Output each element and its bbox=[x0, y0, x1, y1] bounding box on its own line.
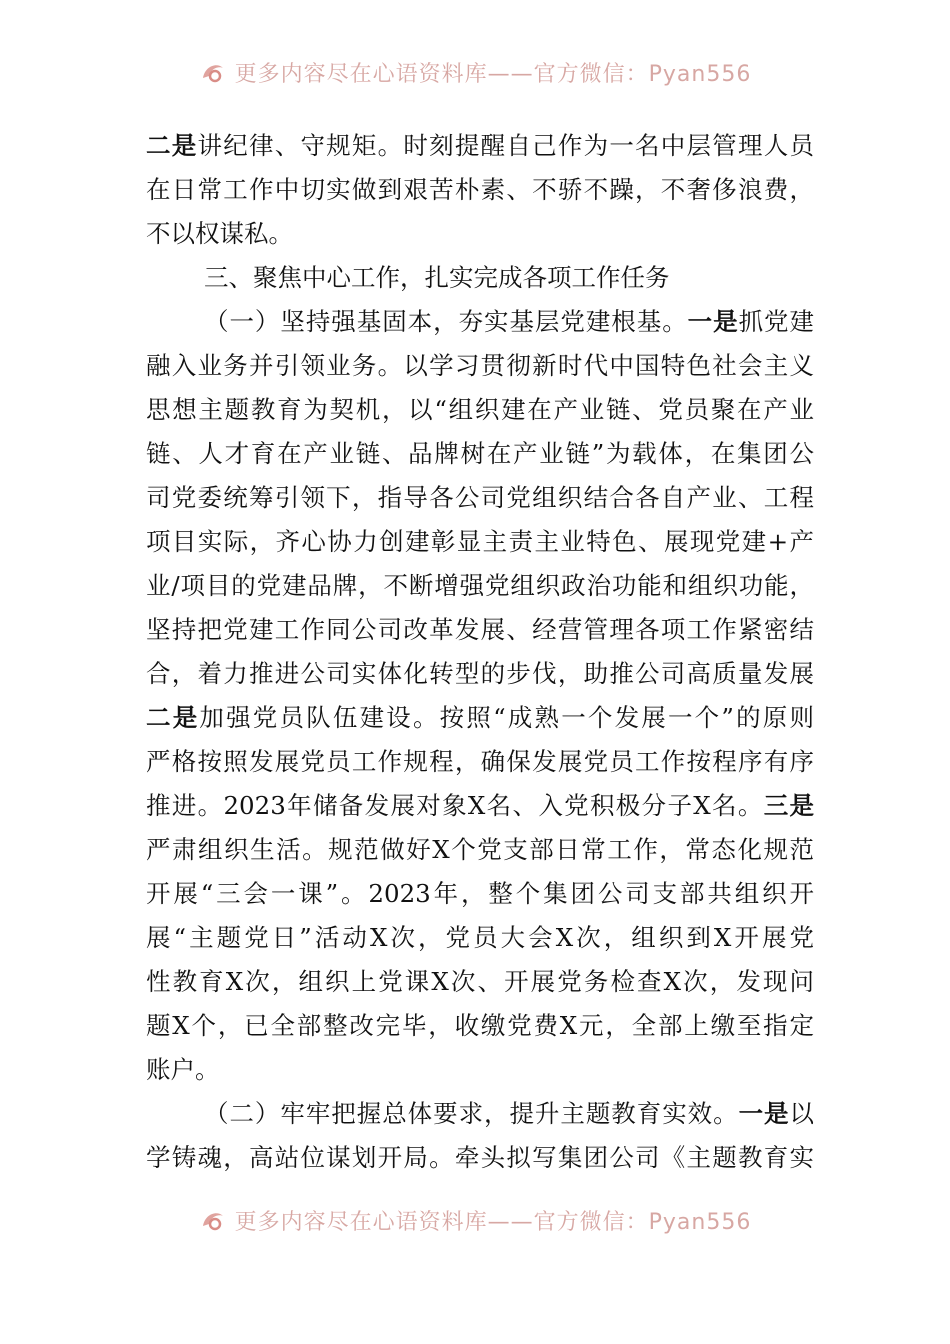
text-line bbox=[146, 652, 814, 696]
text-line bbox=[146, 388, 814, 432]
text-line bbox=[146, 432, 814, 476]
text-run: 推进。2023年储备发展对象X名、入党积极分子X名。 bbox=[146, 791, 764, 820]
text-run: 展“主题党日”活动X次，党员大会X次，组织到X开展党 bbox=[146, 923, 814, 952]
text-line bbox=[146, 1092, 814, 1136]
text-line bbox=[146, 256, 814, 300]
text-line bbox=[146, 344, 814, 388]
text-run: 以 bbox=[789, 1099, 815, 1128]
text-line bbox=[146, 828, 814, 872]
text-line bbox=[146, 520, 814, 564]
text-line bbox=[146, 608, 814, 652]
text-run: 学铸魂，高站位谋划开局。牵头拟写集团公司《主题教育实 bbox=[146, 1143, 814, 1172]
bold-run: 二是 bbox=[146, 131, 198, 160]
document-body bbox=[146, 124, 814, 1180]
bold-run: 三是 bbox=[763, 791, 815, 820]
watermark-logo-icon bbox=[199, 58, 227, 86]
watermark-top bbox=[0, 52, 950, 92]
bold-run: 一是 bbox=[687, 307, 739, 336]
watermark-text: 更多内容尽在心语资料库——官方微信：Pyan556 bbox=[234, 61, 752, 87]
text-line bbox=[146, 300, 814, 344]
text-line bbox=[146, 916, 814, 960]
bold-run: 二是 bbox=[146, 703, 200, 732]
text-run: （二）牢牢把握总体要求，提升主题教育实效。 bbox=[204, 1099, 739, 1128]
text-line bbox=[146, 1136, 814, 1180]
text-line bbox=[146, 476, 814, 520]
text-line bbox=[146, 564, 814, 608]
text-line bbox=[146, 212, 814, 256]
text-line bbox=[146, 1048, 814, 1092]
text-line bbox=[146, 696, 814, 740]
text-line bbox=[146, 124, 814, 168]
text-run: 司党委统筹引领下，指导各公司党组织结合各自产业、工程 bbox=[146, 483, 814, 512]
bold-run: 一是 bbox=[738, 1099, 790, 1128]
text-run: 严肃组织生活。规范做好X个党支部日常工作，常态化规范 bbox=[146, 835, 814, 864]
text-run: 项目实际，齐心协力创建彰显主责主业特色、展现党建+产 bbox=[146, 527, 814, 556]
text-run: 严格按照发展党员工作规程，确保发展党员工作按程序有序 bbox=[146, 747, 814, 776]
text-run: 业/项目的党建品牌，不断增强党组织政治功能和组织功能， bbox=[146, 571, 814, 600]
text-run: 坚持把党建工作同公司改革发展、经营管理各项工作紧密结 bbox=[146, 615, 814, 644]
watermark-text: 更多内容尽在心语资料库——官方微信：Pyan556 bbox=[234, 1209, 752, 1235]
text-run: （一）坚持强基固本，夯实基层党建根基。 bbox=[204, 307, 688, 336]
text-line bbox=[146, 960, 814, 1004]
text-run: 题X个，已全部整改完毕，收缴党费X元，全部上缴至指定 bbox=[146, 1011, 814, 1040]
watermark-bottom bbox=[0, 1200, 950, 1240]
text-run: 账户。 bbox=[146, 1055, 220, 1084]
text-run: 融入业务并引领业务。以学习贯彻新时代中国特色社会主义 bbox=[146, 351, 814, 380]
text-run: 讲纪律、守规矩。时刻提醒自己作为一名中层管理人员 bbox=[197, 131, 815, 160]
text-run: 不以权谋私。 bbox=[146, 219, 293, 248]
text-run: 性教育X次，组织上党课X次、开展党务检查X次，发现问 bbox=[146, 967, 814, 996]
text-line bbox=[146, 1004, 814, 1048]
text-run: 在日常工作中切实做到艰苦朴素、不骄不躁，不奢侈浪费， bbox=[146, 175, 814, 204]
text-line bbox=[146, 740, 814, 784]
text-run: 思想主题教育为契机，以“组织建在产业链、党员聚在产业 bbox=[146, 395, 814, 424]
text-line bbox=[146, 872, 814, 916]
text-run: 三、聚焦中心工作，扎实完成各项工作任务 bbox=[204, 263, 670, 292]
text-line bbox=[146, 168, 814, 212]
text-run: 合，着力推进公司实体化转型的步伐，助推公司高质量发展 bbox=[146, 659, 814, 688]
text-run: 开展“三会一课”。2023年，整个集团公司支部共组织开 bbox=[146, 879, 814, 908]
text-run: 链、人才育在产业链、品牌树在产业链”为载体，在集团公 bbox=[146, 439, 814, 468]
text-line bbox=[146, 784, 814, 828]
text-run: 加强党员队伍建设。按照“成熟一个发展一个”的原则 bbox=[199, 703, 814, 732]
text-run: 抓党建 bbox=[738, 307, 815, 336]
watermark-logo-icon bbox=[199, 1206, 227, 1234]
